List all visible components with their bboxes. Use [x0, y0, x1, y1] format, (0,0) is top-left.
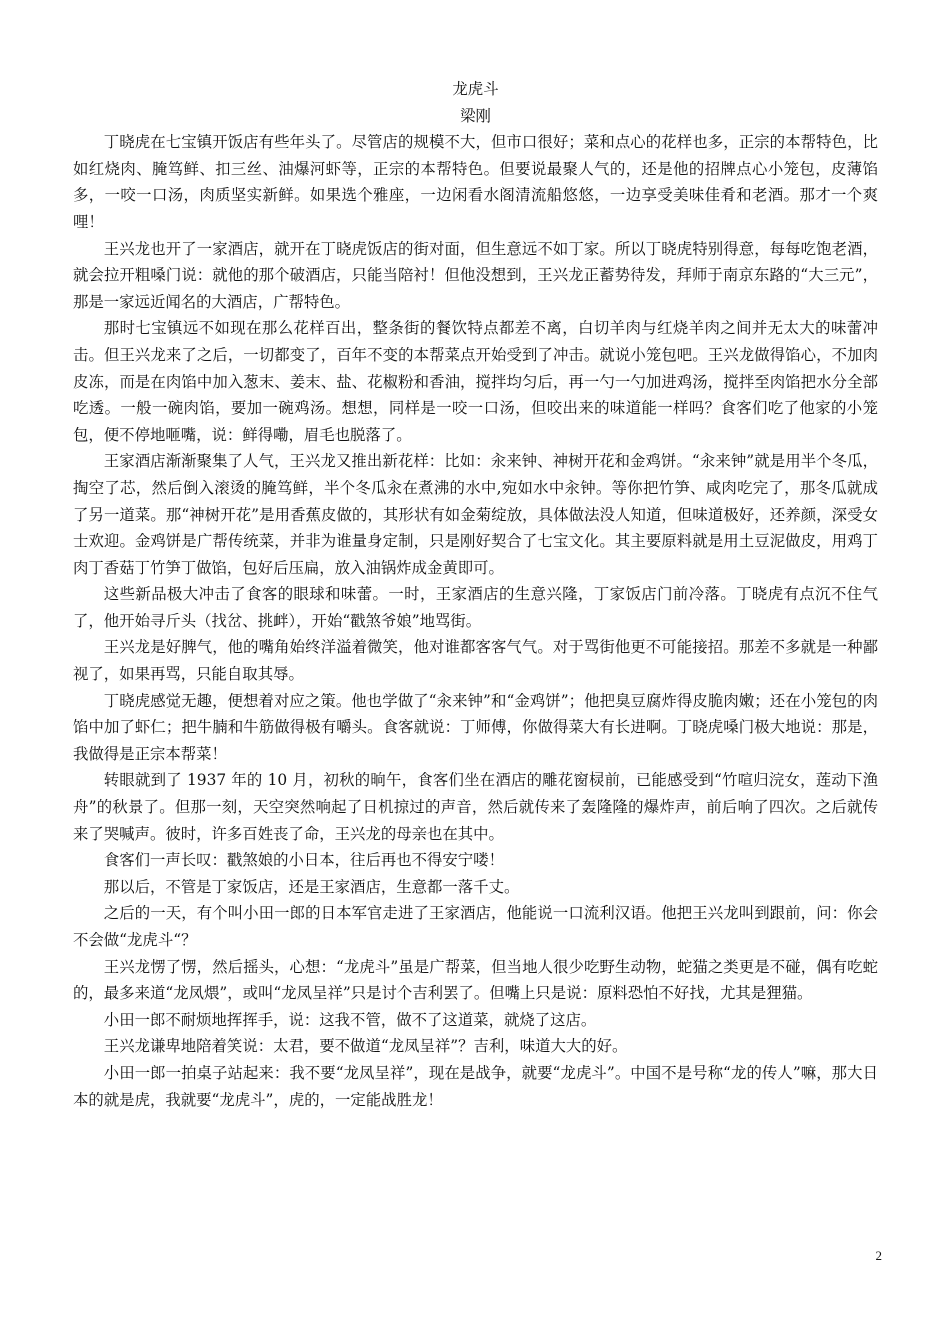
paragraph: 食客们一声长叹：戳煞娘的小日本，往后再也不得安宁喽！ [103, 851, 504, 870]
paragraph: 转眼就到了 1937 年的 10 月，初秋的晌午，食客们坐在酒店的雕花窗棂前，已能感受到“竹喧归浣女，莲动下渔舟”的秋景了。但那一刻，天空突然响起了日机掠过的声音，然后就传来了轰隆隆的爆炸声，前后响了四次。之后就传来了哭喊声。彼时，许多百姓丧了命，王兴龙的母亲也在其中。 [73, 771, 878, 843]
paragraph: 那时七宝镇远不如现在那么花样百出，整条街的餐饮特点都差不离，白切羊肉与红烧羊肉之间并无太大的味蕾冲击。但王兴龙来了之后，一切都变了，百年不变的本帮菜点开始受到了冲击。就说小笼包吧。王兴龙做得馅心，不加肉皮冻，而是在肉馅中加入葱末、姜末、盐、花椒粉和香油，搅拌均匀后，再一勺一勺加进鸡汤，搅拌至肉馅把水分全部吃透。一般一碗肉馅，要加一碗鸡汤。想想，同样是一咬一口汤，但咬出来的味道能一样吗？食客们吃了他家的小笼包，便不停地咂嘴，说：鲜得嘞，眉毛也脱落了。 [73, 319, 878, 444]
paragraph: 王兴龙是好脾气，他的嘴角始终洋溢着微笑，他对谁都客客气气。对于骂街他更不可能接招。那差不多就是一种鄙视了，如果再骂，只能自取其辱。 [73, 638, 878, 684]
paragraph: 王兴龙愣了愣，然后摇头，心想：“龙虎斗”虽是广帮菜，但当地人很少吃野生动物，蛇猫之类更是不碰，偶有吃蛇的，最多来道“龙凤煨”，或叫“龙凤呈祥”只是讨个吉利罢了。但嘴上只是说：原料恐怕不好找，尤其是狸猫。 [73, 957, 878, 1003]
article-author: 梁刚 [460, 106, 491, 125]
paragraph: 王兴龙也开了一家酒店，就开在丁晓虎饭店的街对面，但生意远不如丁家。所以丁晓虎特别得意，每每吃饱老酒，就会拉开粗嗓门说：就他的那个破酒店，只能当陪衬！但他没想到，王兴龙正蓄势待发，拜师于南京东路的“大三元”，那是一家远近闻名的大酒店，广帮特色。 [73, 239, 878, 311]
article-body [73, 76, 878, 1113]
paragraph: 小田一郎不耐烦地挥挥手，说：这我不管，做不了这道菜，就烧了这店。 [103, 1010, 597, 1029]
article-title: 龙虎斗 [452, 80, 499, 98]
paragraph: 丁晓虎感觉无趣，便想着对应之策。他也学做了“汆来钟”和“金鸡饼”；他把臭豆腐炸得皮脆肉嫩；还在小笼包的肉馅中加了虾仁；把牛腩和牛筋做得极有嚼头。食客就说：丁师傅，你做得菜大有长进啊。丁晓虎嗓门极大地说：那是，我做得是正宗本帮菜！ [73, 691, 878, 763]
paragraph: 这些新品极大冲击了食客的眼球和味蕾。一时，王家酒店的生意兴隆，丁家饭店门前冷落。丁晓虎有点沉不住气了，他开始寻斤头（找岔、挑衅），开始“戳煞爷娘”地骂街。 [73, 585, 878, 630]
paragraph: 那以后，不管是丁家饭店，还是王家酒店，生意都一落千丈。 [103, 877, 520, 896]
paragraph: 之后的一天，有个叫小田一郎的日本军官走进了王家酒店，他能说一口流利汉语。他把王兴龙叫到跟前，问：你会不会做“龙虎斗“？ [73, 904, 878, 949]
paragraph: 王兴龙谦卑地陪着笑说：太君，要不做道“龙凤呈祥”？吉利，味道大大的好。 [103, 1037, 628, 1056]
paragraph: 小田一郎一拍桌子站起来：我不要“龙凤呈祥”，现在是战争，就要“龙虎斗”。中国不是号称“龙的传人”嘛，那大日本的就是虎，我就要“龙虎斗”，虎的，一定能战胜龙！ [73, 1063, 878, 1109]
paragraph: 丁晓虎在七宝镇开饭店有些年头了。尽管店的规模不大，但市口很好；菜和点心的花样也多，正宗的本帮特色，比如红烧肉、腌笃鲜、扣三丝、油爆河虾等，正宗的本帮特色。但要说最聚人气的，还是他的招牌点心小笼包，皮薄馅多，一咬一口汤，肉质坚实新鲜。如果选个雅座，一边闲看水阁清流船悠悠，一边享受美味佳肴和老酒。那才一个爽哩！ [73, 133, 878, 231]
paragraph: 王家酒店渐渐聚集了人气，王兴龙又推出新花样：比如：汆来钟、神树开花和金鸡饼。“汆来钟”就是用半个冬瓜，掏空了芯，然后倒入滚烫的腌笃鲜，半个冬瓜汆在煮沸的水中,宛如水中汆钟。等你把竹笋、咸肉吃完了，那冬瓜就成了另一道菜。那“神树开花”是用香蕉皮做的，其形状有如金菊绽放，具体做法没人知道，但味道极好，还养颜，深受女士欢迎。金鸡饼是广帮传统菜，并非为谁量身定制，只是刚好契合了七宝文化。其主要原料就是用土豆泥做皮，用鸡丁肉丁香菇丁竹笋丁做馅，包好后压扁，放入油锅炸成金黄即可。 [73, 452, 878, 577]
page-number: 2 [875, 1248, 882, 1263]
